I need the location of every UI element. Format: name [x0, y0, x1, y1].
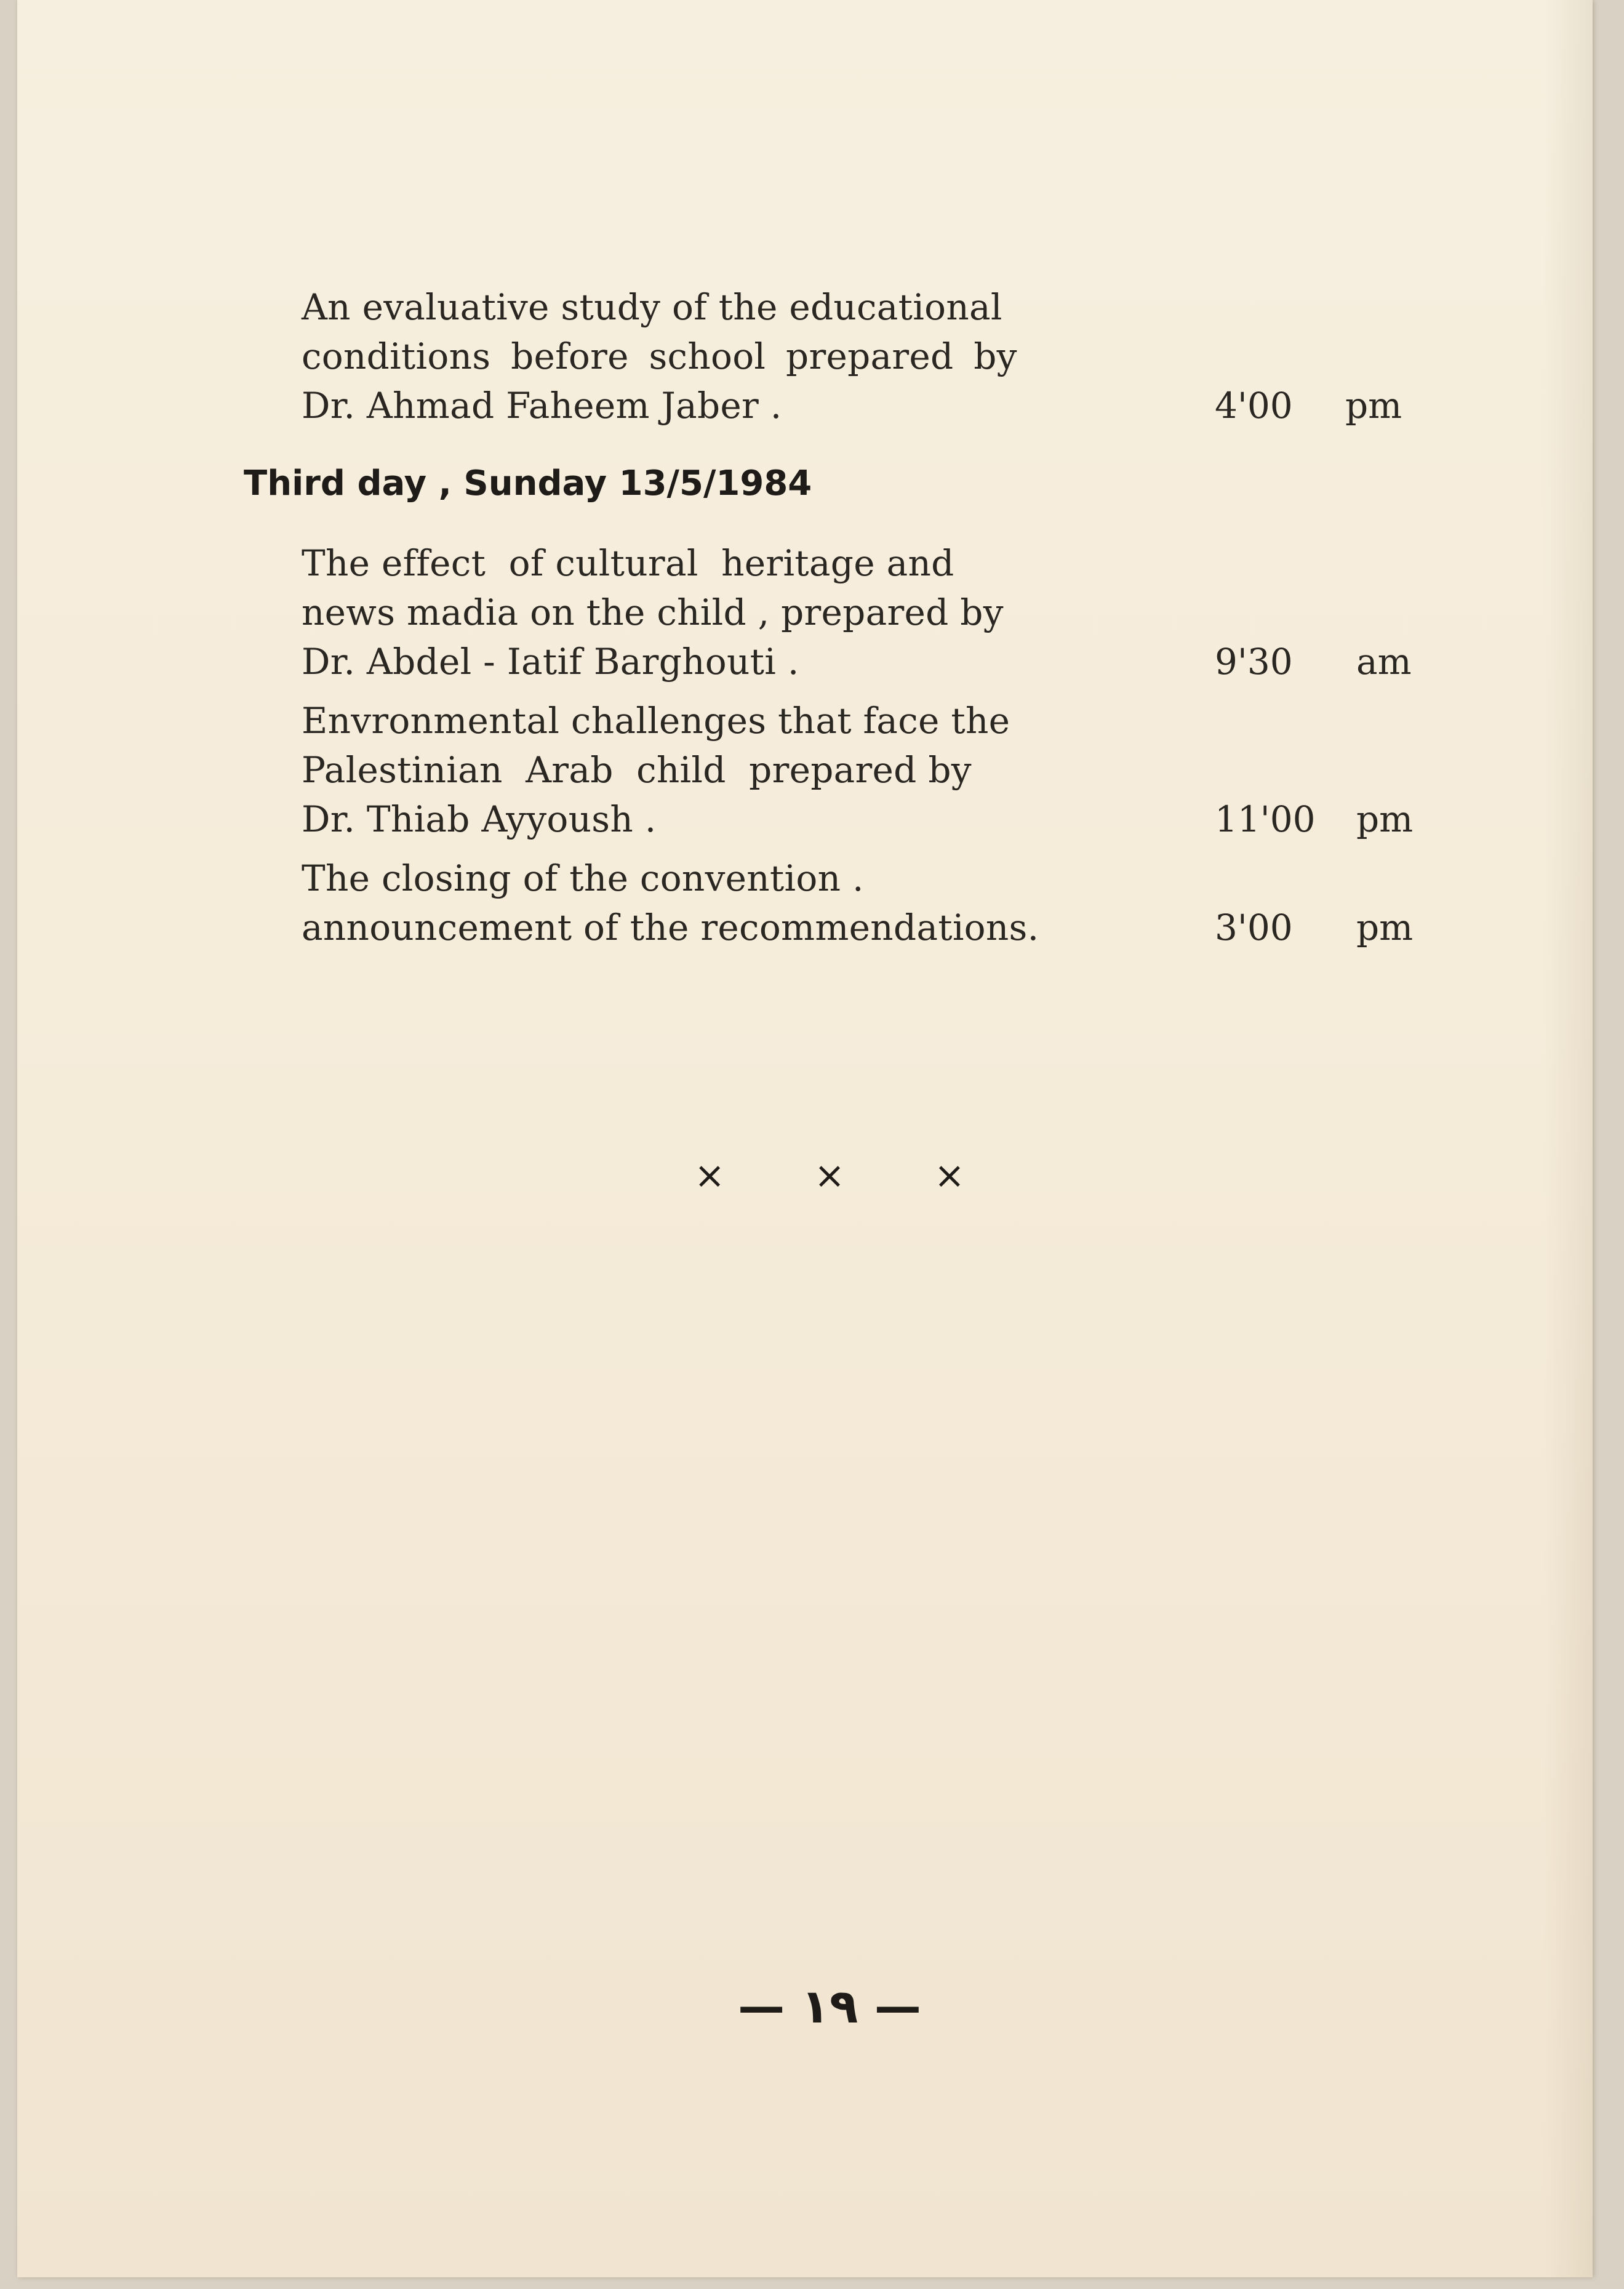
session-line: Envronmental challenges that face the	[302, 700, 1010, 742]
session-line: An evaluative study of the educational	[302, 286, 1002, 328]
session-period: pm	[1345, 385, 1402, 427]
session-line: Dr. Ahmad Faheem Jaber .	[302, 385, 782, 427]
session-line: Dr. Thiab Ayyoush .	[302, 798, 657, 840]
session-line: conditions before school prepared by	[302, 335, 1017, 377]
day-heading: Third day , Sunday 13/5/1984	[244, 463, 812, 503]
session-period: am	[1356, 641, 1412, 683]
session-time: 4'00	[1215, 385, 1293, 427]
session-line: Dr. Abdel - Iatif Barghouti .	[302, 641, 799, 683]
session-line: The effect of cultural heritage and	[302, 542, 954, 584]
session-line: announcement of the recommendations.	[302, 907, 1039, 948]
session-line: Palestinian Arab child prepared by	[302, 749, 972, 791]
separator-mark: ×	[934, 1154, 965, 1197]
session-time: 3'00	[1215, 907, 1293, 948]
session-period: pm	[1356, 798, 1414, 840]
page-number: — ١٩ —	[738, 1979, 921, 2034]
session-period: pm	[1356, 907, 1414, 948]
document-page	[17, 0, 1593, 2277]
session-line: news madia on the child , prepared by	[302, 591, 1004, 633]
section-separator	[694, 1154, 965, 1197]
separator-mark: ×	[694, 1154, 726, 1197]
session-time: 11'00	[1215, 798, 1316, 840]
session-line: The closing of the convention .	[302, 857, 864, 899]
separator-mark: ×	[814, 1154, 846, 1197]
session-time: 9'30	[1215, 641, 1293, 683]
